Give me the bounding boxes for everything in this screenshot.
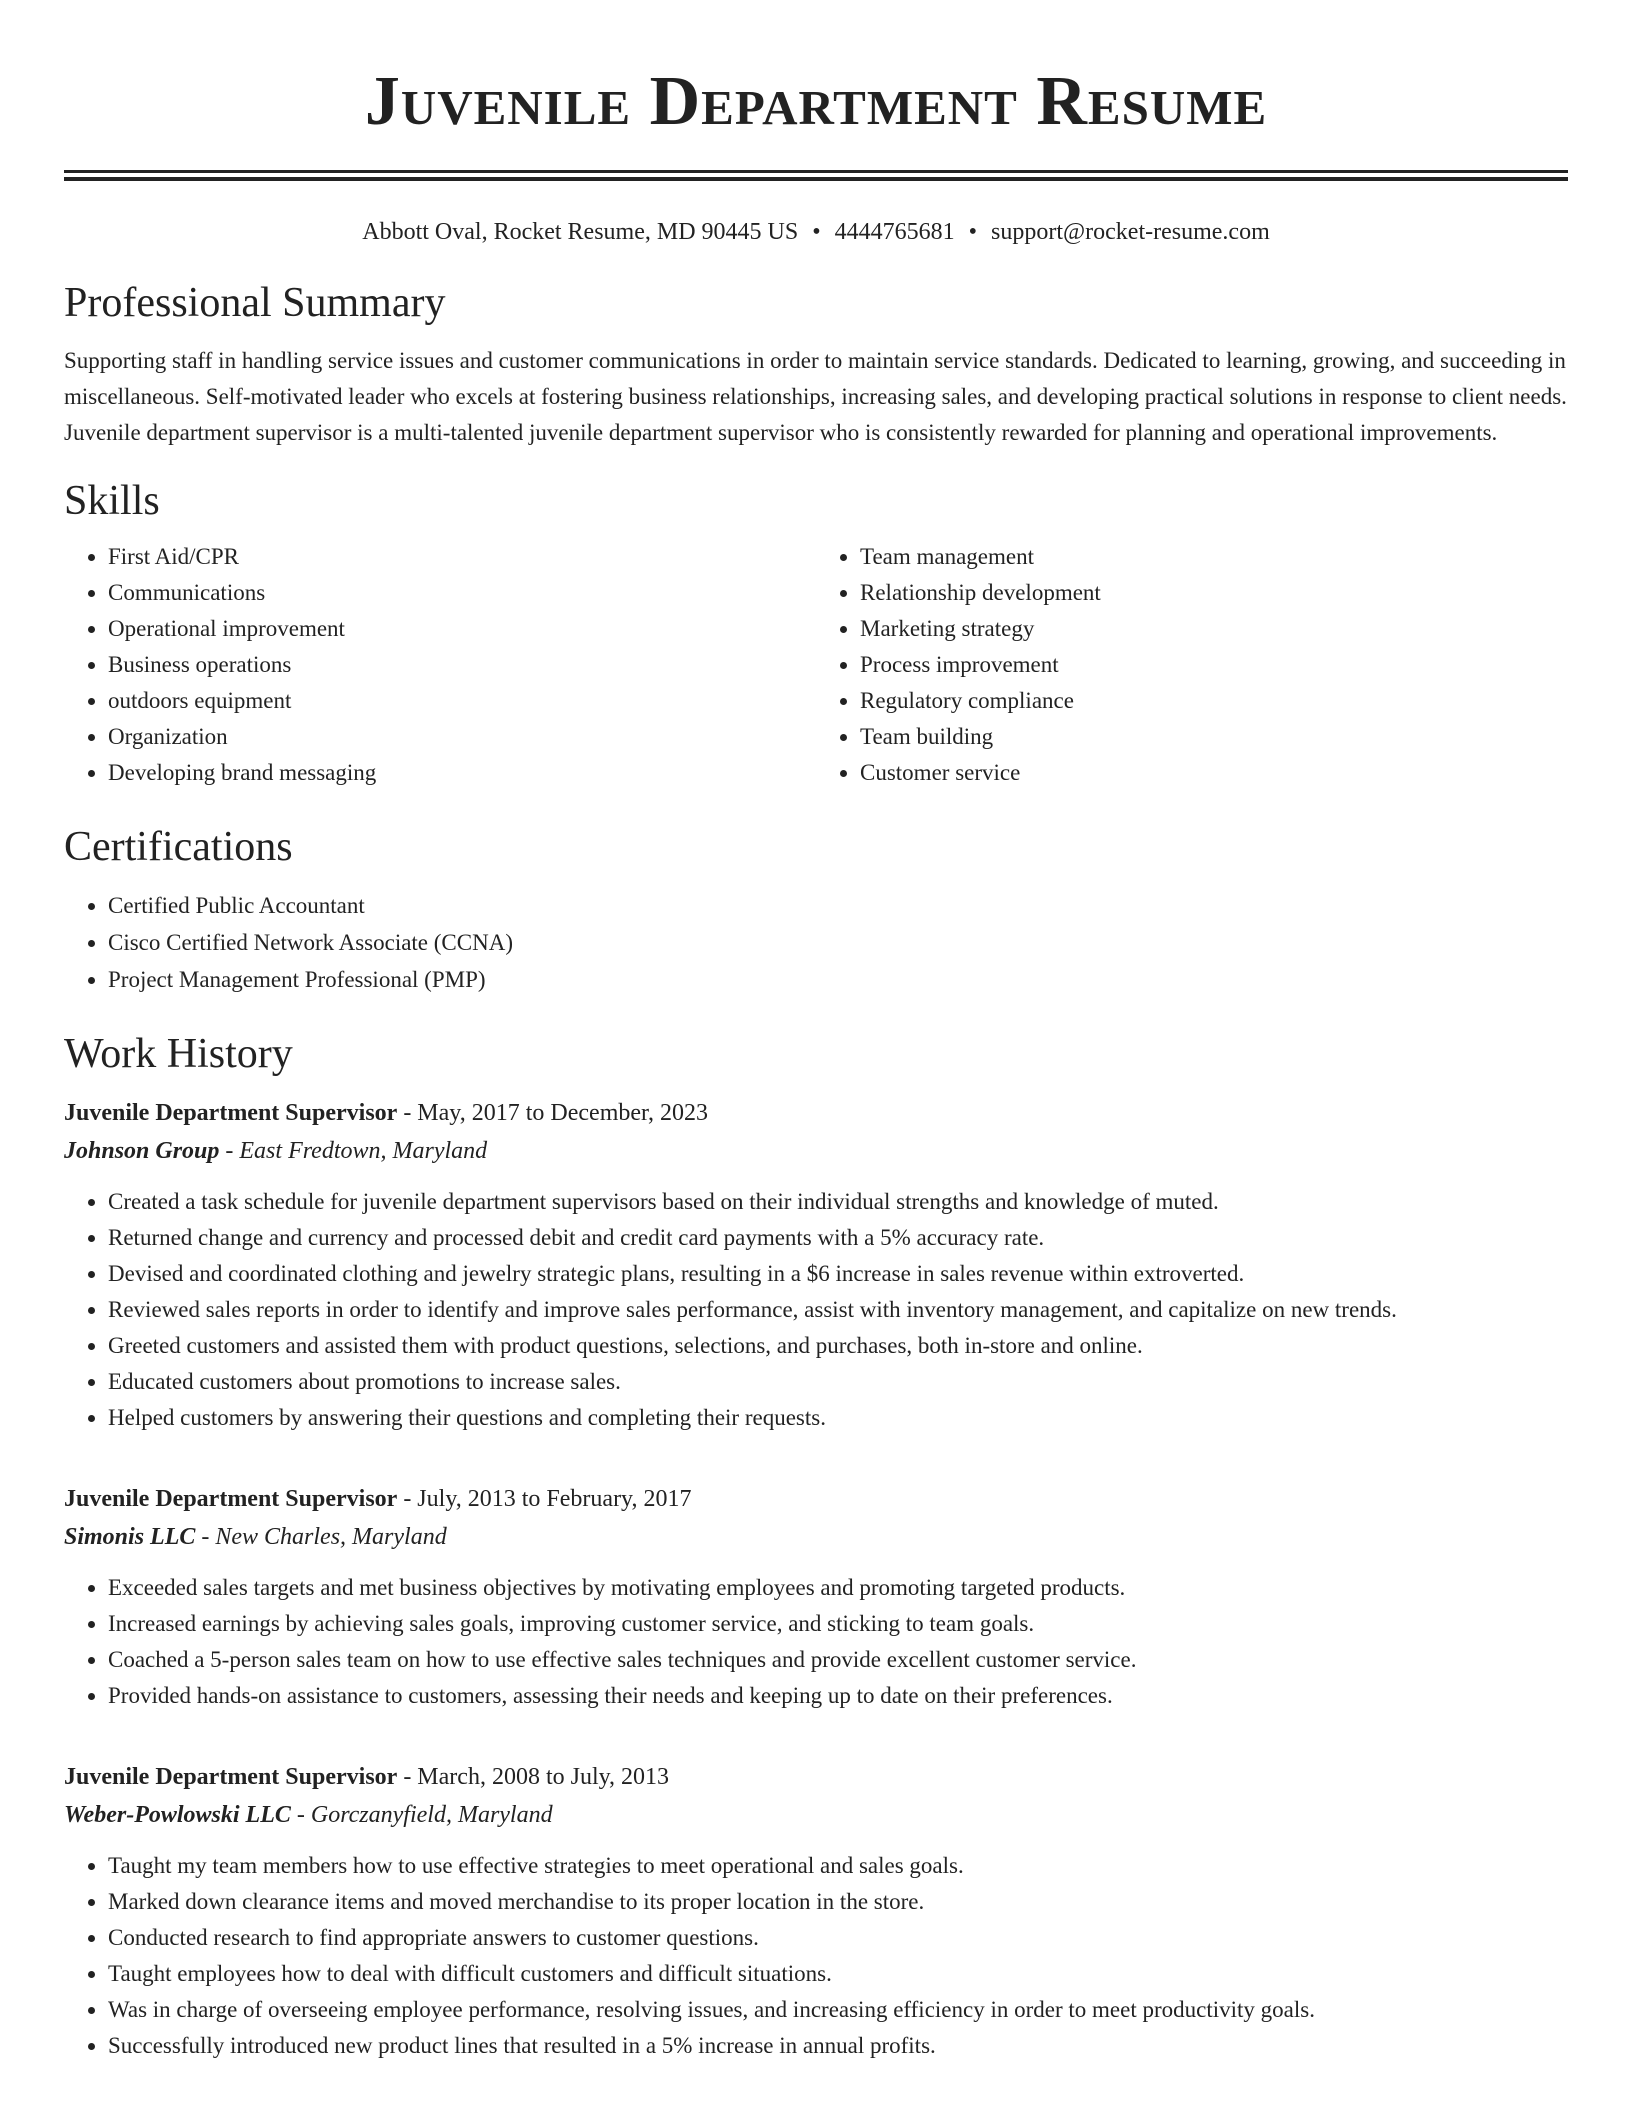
job-bullet: • Conducted research to find appropriate answers to customer questions. [108, 1920, 1568, 1956]
skill-item: • Business operations [108, 647, 816, 683]
job-location: - New Charles, Maryland [195, 1524, 447, 1550]
skills-columns [64, 539, 1568, 791]
skill-item: • Process improvement [860, 647, 1568, 683]
summary-text: Supporting staff in handling service issues and customer communications in order to maintain service standards. Dedicated to learning, growing, and succeeding in miscellaneous. Self-motivated leader who excels at fostering business relationships, increasing sales, and developing practical solutions in response to client needs. Juvenile department supervisor is a multi-talented juvenile department supervisor who is consistently rewarded for planning and operational improvements. [64, 348, 1567, 445]
skill-item: • First Aid/CPR [108, 539, 816, 575]
certifications-list [64, 887, 1568, 998]
job-bullets [64, 1570, 1568, 1714]
job-bullet: • Exceeded sales targets and met business objectives by motivating employees and promoting targeted products. [108, 1570, 1568, 1606]
work-history-heading: Work History [64, 1031, 293, 1077]
job-bullet: • Marked down clearance items and moved merchandise to its proper location in the store. [108, 1884, 1568, 1920]
job-bullet: • Devised and coordinated clothing and jewelry strategic plans, resulting in a $6 increase in sales revenue within extroverted. [108, 1256, 1568, 1292]
summary-heading: Professional Summary [64, 280, 446, 326]
job-company-line [64, 1132, 1568, 1170]
skill-item: • Developing brand messaging [108, 755, 816, 791]
job-company-line [64, 1518, 1568, 1556]
job-bullet: • Educated customers about promotions to increase sales. [108, 1364, 1568, 1400]
job-title-line [64, 1094, 1568, 1132]
job-location: - East Fredtown, Maryland [219, 1138, 488, 1164]
job-bullets [64, 1184, 1568, 1436]
job-title-line [64, 1480, 1568, 1518]
job-title: Juvenile Department Supervisor [64, 1486, 398, 1512]
job-bullet: • Greeted customers and assisted them with product questions, selections, and purchases, both in-store and online. [108, 1328, 1568, 1364]
summary-section [64, 277, 1568, 451]
contact-email: support@rocket-resume.com [991, 219, 1270, 245]
job-title: Juvenile Department Supervisor [64, 1100, 398, 1126]
resume-page [64, 0, 1568, 2064]
job-dates: - March, 2008 to July, 2013 [397, 1764, 670, 1790]
certification-item: • Project Management Professional (PMP) [108, 961, 1568, 998]
skills-section [64, 475, 1568, 791]
job-bullets [64, 1848, 1568, 2064]
contact-line [64, 217, 1568, 247]
certifications-heading: Certifications [64, 824, 293, 870]
skill-item: • Regulatory compliance [860, 683, 1568, 719]
job-bullet: • Reviewed sales reports in order to identify and improve sales performance, assist with inventory management, and capitalize on new trends. [108, 1292, 1568, 1328]
certification-item: • Cisco Certified Network Associate (CCNA) [108, 924, 1568, 961]
job-dates: - May, 2017 to December, 2023 [397, 1100, 709, 1126]
resume-title: Juvenile Department Resume [364, 63, 1268, 140]
skills-list-right [816, 539, 1568, 791]
skill-item: • Team building [860, 719, 1568, 755]
title-divider [64, 170, 1568, 181]
skill-item: • Operational improvement [108, 611, 816, 647]
job-bullet: • Increased earnings by achieving sales goals, improving customer service, and sticking to team goals. [108, 1606, 1568, 1642]
job-company: Simonis LLC [64, 1524, 196, 1550]
job-company: Weber-Powlowski LLC [64, 1802, 291, 1828]
work-history-section [64, 1028, 1568, 2064]
skill-item: • Communications [108, 575, 816, 611]
skill-item: • outdoors equipment [108, 683, 816, 719]
skill-item: • Team management [860, 539, 1568, 575]
skills-heading: Skills [64, 478, 160, 524]
job-bullet: • Successfully introduced new product lines that resulted in a 5% increase in annual profits. [108, 2028, 1568, 2064]
certifications-section [64, 821, 1568, 998]
job-bullet: • Taught employees how to deal with difficult customers and difficult situations. [108, 1956, 1568, 1992]
job-company-line [64, 1796, 1568, 1834]
job-bullet: • Taught my team members how to use effective strategies to meet operational and sales goals. [108, 1848, 1568, 1884]
job-location: - Gorczanyfield, Maryland [290, 1802, 553, 1828]
job-bullet: • Helped customers by answering their questions and completing their requests. [108, 1400, 1568, 1436]
contact-separator: • [812, 219, 821, 245]
skill-item: • Marketing strategy [860, 611, 1568, 647]
job-title-line [64, 1758, 1568, 1796]
job-bullet: • Coached a 5-person sales team on how to use effective sales techniques and provide excellent customer service. [108, 1642, 1568, 1678]
job-entry [64, 1480, 1568, 1714]
job-title: Juvenile Department Supervisor [64, 1764, 398, 1790]
job-entry [64, 1758, 1568, 2064]
job-bullet: • Created a task schedule for juvenile department supervisors based on their individual strengths and knowledge of muted. [108, 1184, 1568, 1220]
contact-phone: 4444765681 [834, 219, 955, 245]
job-entry [64, 1094, 1568, 1436]
contact-address: Abbott Oval, Rocket Resume, MD 90445 US [362, 219, 799, 245]
job-bullet: • Provided hands-on assistance to customers, assessing their needs and keeping up to date on their preferences. [108, 1678, 1568, 1714]
job-bullet: • Was in charge of overseeing employee performance, resolving issues, and increasing efficiency in order to meet productivity goals. [108, 1992, 1568, 2028]
job-company: Johnson Group [64, 1138, 220, 1164]
skills-list-left [64, 539, 816, 791]
skill-item: • Organization [108, 719, 816, 755]
certification-item: • Certified Public Accountant [108, 887, 1568, 924]
skill-item: • Relationship development [860, 575, 1568, 611]
skill-item: • Customer service [860, 755, 1568, 791]
contact-separator: • [968, 219, 978, 245]
job-dates: - July, 2013 to February, 2017 [397, 1486, 692, 1512]
job-bullet: • Returned change and currency and processed debit and credit card payments with a 5% accuracy rate. [108, 1220, 1568, 1256]
